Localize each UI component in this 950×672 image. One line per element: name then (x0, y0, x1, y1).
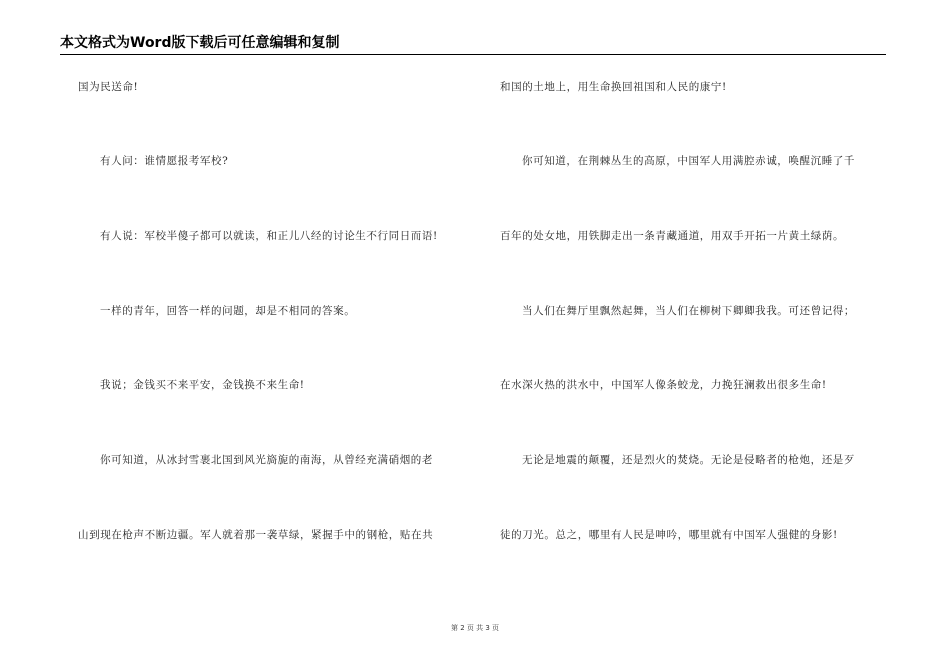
text-line: 无论是地震的颠覆，还是烈火的焚烧。无论是侵略者的枪炮，还是歹 (522, 454, 855, 466)
text-line: 我说；金钱买不来平安，金钱换不来生命! (100, 379, 305, 391)
text-line: 当人们在舞厅里飘然起舞，当人们在柳树下卿卿我我。可还曾记得； (522, 305, 855, 317)
page-number: 第 2 页 共 3 页 (450, 624, 500, 632)
header-divider (60, 54, 886, 55)
header-title: 本文格式为Word版下载后可任意编辑和复制 (60, 35, 340, 51)
text-line: 你可知道，从冰封雪裹北国到风光旖旎的南海，从曾经充满硝烟的老 (100, 454, 433, 466)
text-line: 和国的土地上，用生命换回祖国和人民的康宁! (500, 81, 727, 93)
text-line: 一样的青年，回答一样的问题，却是不相同的答案。 (100, 305, 356, 317)
text-line: 有人问：谁情愿报考军校? (100, 155, 229, 167)
text-line: 在水深火热的洪水中，中国军人像条蛟龙，力挽狂澜救出很多生命! (500, 379, 827, 391)
text-line: 有人说：军校半傻子都可以就读，和正儿八经的讨论生不行同日而语! (100, 230, 438, 242)
page-header (60, 34, 886, 54)
text-line: 百年的处女地，用铁脚走出一条青藏通道，用双手开拓一片黄土绿荫。 (500, 230, 845, 242)
text-line: 徒的刀光。总之，哪里有人民是呻吟，哪里就有中国军人强健的身影! (500, 529, 838, 541)
text-line: 山到现在枪声不断边疆。军人就着那一袭草绿，紧握手中的钢枪，贴在共 (78, 529, 434, 541)
text-line: 国为民送命! (78, 81, 139, 93)
text-line: 你可知道，在荆棘丛生的高原，中国军人用满腔赤诚，唤醒沉睡了千 (522, 155, 855, 167)
